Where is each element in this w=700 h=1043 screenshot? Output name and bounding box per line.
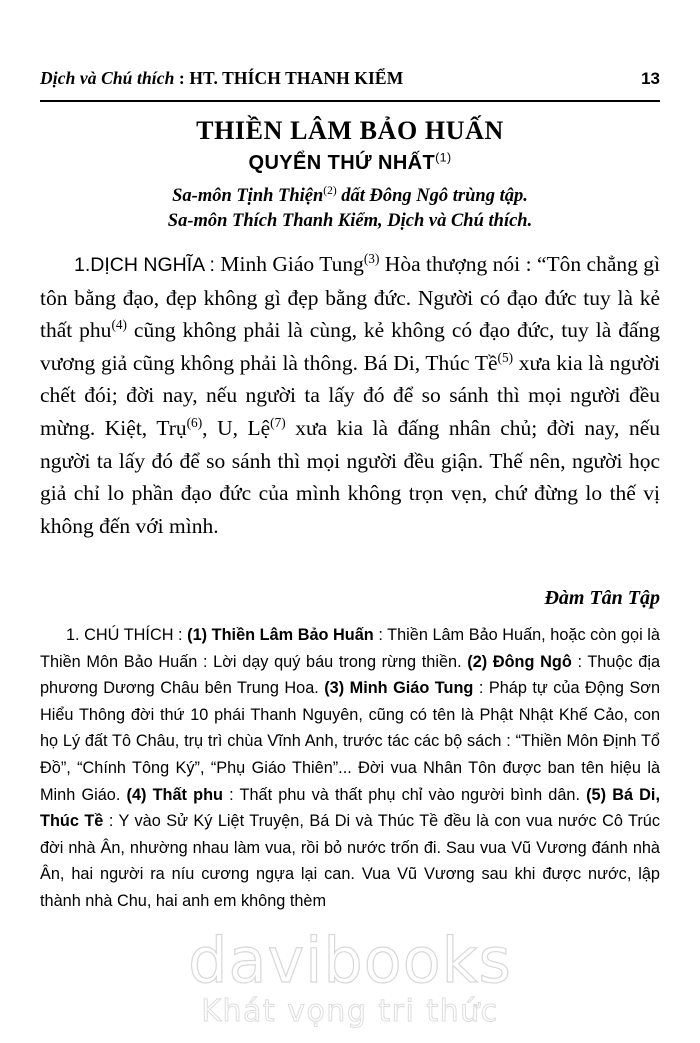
body-text-3: xưa kia là người chết đói; đời nay, nếu người ta lấy đó để so sánh thì mọi người đều mừng. Kiệt, Trụ — [40, 350, 660, 440]
page-title: THIỀN LÂM BẢO HUẤN — [196, 116, 504, 145]
footnote-key-3: (3) Minh Giáo Tung — [324, 679, 474, 698]
watermark-tagline: Khát vọng tri thức — [201, 994, 499, 1029]
running-head-separator: : — [174, 68, 190, 88]
byline-line-1 — [0, 184, 700, 209]
page-number: 13 — [641, 69, 660, 88]
byline-compiler: Sa-môn Tịnh Thiện — [172, 186, 324, 206]
body-lead-name: Minh Giáo Tung — [220, 252, 364, 276]
footnote-key-4: (4) Thất phu — [126, 785, 223, 804]
footnotes-paragraph — [40, 622, 660, 915]
body-footnote-marker-3: (3) — [363, 250, 380, 266]
body-paragraph — [40, 248, 660, 542]
body-footnote-marker-7: (7) — [270, 414, 286, 430]
byline-compiler-rest: dất Đông Ngô trùng tập. — [336, 186, 528, 206]
body-text-1: Hòa thượng nói : “Tôn chẳng gì tôn bằng đạo, đẹp không gì đẹp bằng đức. Người có đạo đức tuy là kẻ thất phu — [40, 252, 660, 343]
header-divider — [40, 100, 660, 102]
body-footnote-marker-5: (5) — [497, 349, 514, 365]
footnote-text-2: : Thuộc địa phương Dương Châu bên Trung Hoa. — [40, 652, 661, 698]
footnote-text-5: : Y vào Sử Ký Liệt Truyện, Bá Di và Thúc Tề đều là con vua nước Cô Trúc đời nhà Ân, nhường nhau làm vua, rồi bỏ nước trốn đi. Sau vua Vũ Vương đánh nhà Ân, hai người ra níu cương ngựa lại can. Vua Vũ Vương sau khi được nước, lập thành nhà Chu, hai anh em không thèm — [40, 812, 660, 910]
footnotes-label: CHÚ THÍCH : — [84, 626, 188, 644]
footnote-text-3: : Pháp tự của Động Sơn Hiểu Thông đời thứ 10 phái Thanh Nguyên, cũng có tên là Phật Nhật Khế Cảo, con họ Lý đất Tô Châu, trụ trì chùa Vĩnh Anh, trước tác các bộ sách : “Thiền Môn Định Tổ Đồ”, “Chính Tông Ký”, “Phụ Giáo Thiên”... Đời vua Nhân Tôn được ban tên hiệu là Minh Giáo. — [40, 679, 660, 804]
body-text-5: xưa kia là đấng nhân chủ; đời nay, nếu người ta lấy đó để so sánh thì mọi người đều giận. Thế nên, người học giả chỉ lo phần đạo đức của mình không trọn vẹn, chứ đừng lo thế vị không đến với mình. — [40, 415, 660, 538]
watermark-brand: davibooks — [188, 924, 512, 997]
source-attribution: Đàm Tân Tập — [544, 587, 660, 609]
page-subtitle-text: QUYỂN THỨ NHẤT — [248, 152, 436, 174]
footnotes-number: 1. — [66, 626, 85, 644]
body-footnote-marker-6: (6) — [186, 414, 203, 430]
body-section-number: 1. — [74, 254, 91, 276]
footnotes-block — [40, 622, 660, 915]
page-subtitle-footnote-marker: (1) — [435, 150, 452, 165]
running-head-author-caps: HT. THÍCH THANH KIỂM — [189, 68, 404, 88]
byline-footnote-marker: (2) — [323, 184, 337, 197]
body-footnote-marker-4: (4) — [111, 317, 127, 333]
page-subtitle — [0, 152, 700, 175]
running-head-author — [40, 68, 403, 89]
running-head — [40, 68, 660, 89]
watermark — [0, 924, 700, 1029]
byline-line-2: Sa-môn Thích Thanh Kiểm, Dịch và Chú thích. — [167, 211, 533, 231]
body-text — [40, 248, 660, 542]
footnote-text-1: : Thiền Lâm Bảo Huấn, hoặc còn gọi là Thiền Môn Bảo Huấn : Lời dạy quý báu trong rừng thiền. — [40, 626, 660, 671]
body-text-2: cũng không phải là cùng, kẻ không có đạo đức, tuy là đấng vương giả cũng không phải là thông. Bá Di, Thúc Tề — [40, 318, 660, 375]
footnote-text-4: : Thất phu và thất phụ chỉ vào người bình dân. — [222, 785, 587, 804]
footnote-key-5: (5) Bá Di, Thúc Tề — [40, 785, 660, 831]
footnote-key-1: (1) Thiền Lâm Bảo Huấn — [187, 626, 374, 644]
running-head-author-italic: Dịch và Chú thích — [40, 68, 175, 88]
body-text-4: , U, Lệ — [202, 415, 271, 440]
byline — [0, 184, 700, 234]
footnote-key-2: (2) Đông Ngô — [467, 652, 572, 671]
body-section-label: DỊCH NGHĨA : — [90, 254, 221, 276]
